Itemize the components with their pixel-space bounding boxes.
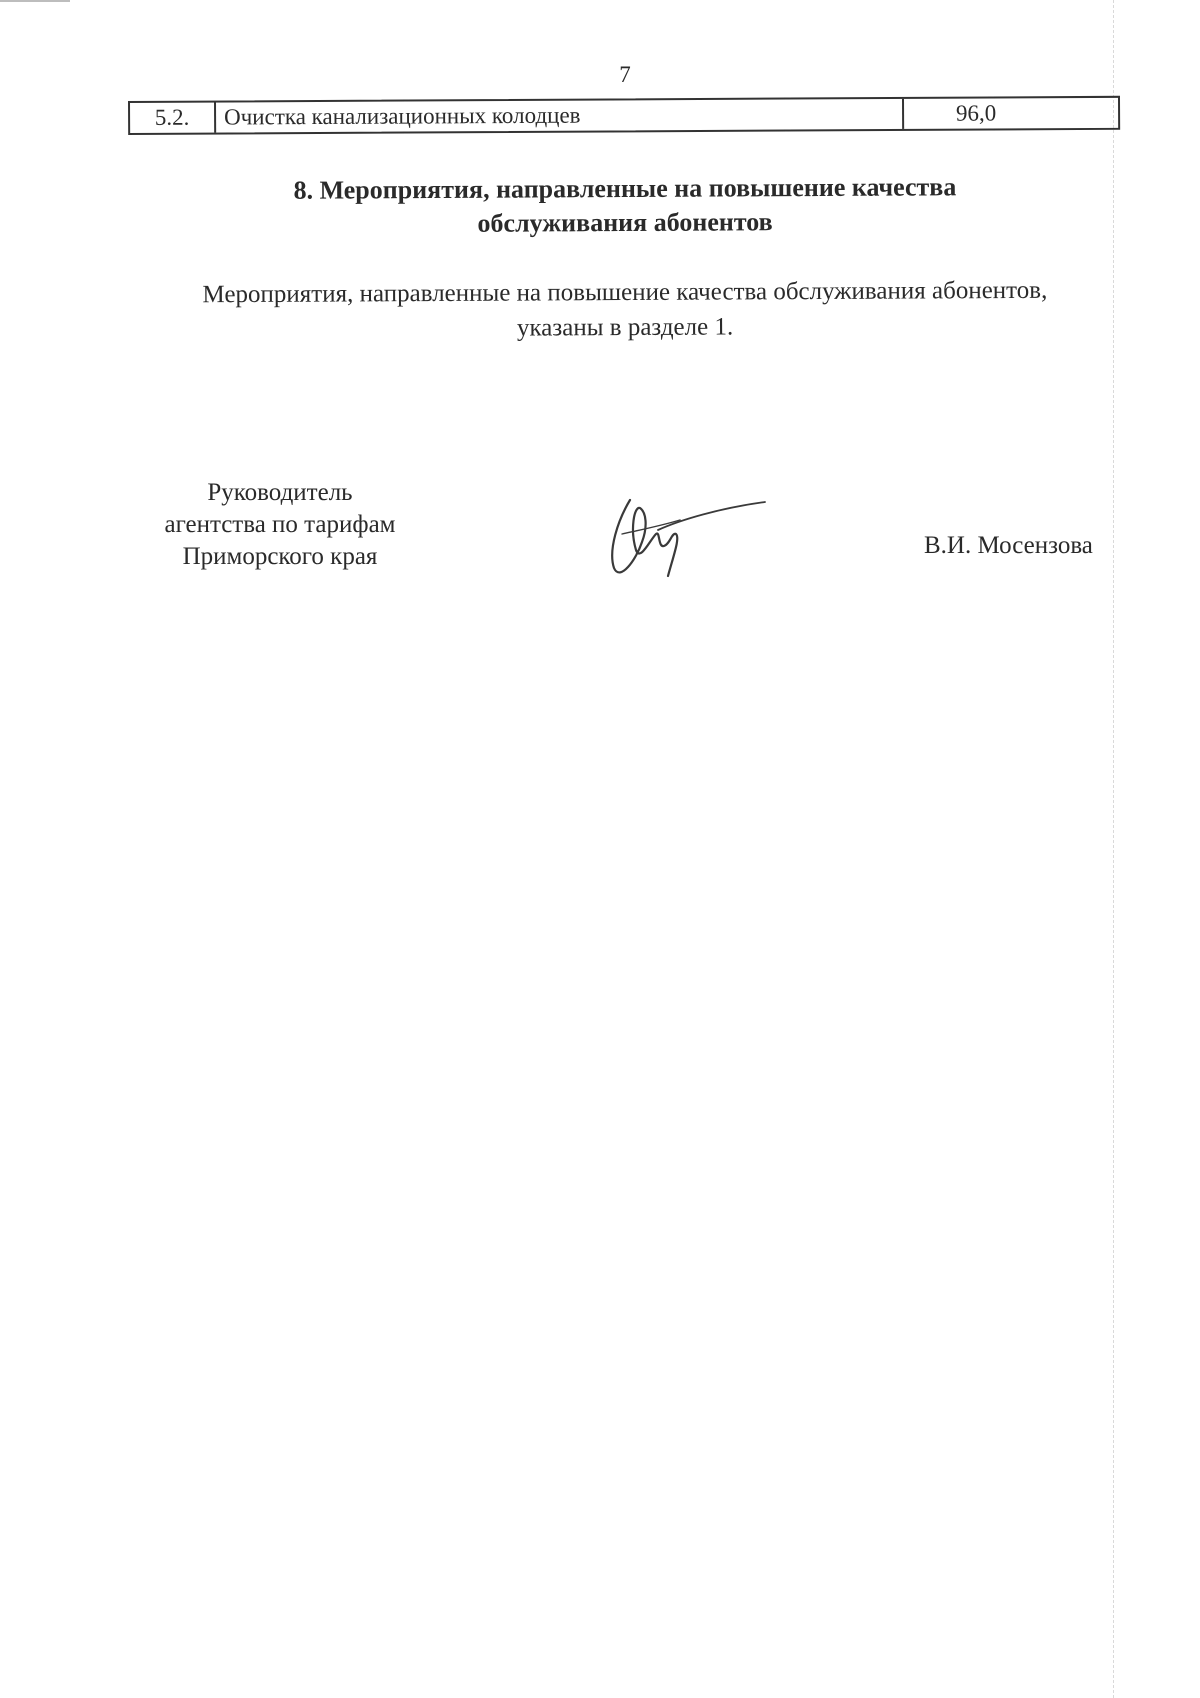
row-name-cell: Очистка канализационных колодцев <box>216 99 904 133</box>
signer-title <box>120 477 440 573</box>
body-paragraph-line2: указаны в разделе 1. <box>516 313 734 342</box>
section-heading-line2: обслуживания абонентов <box>477 207 773 238</box>
signer-title-line1: Руководитель <box>207 479 353 506</box>
section-heading <box>150 170 1100 243</box>
table-row <box>128 96 1120 135</box>
section-heading-line1: 8. Мероприятия, направленные на повышение качества <box>293 172 957 205</box>
body-paragraph-line1: Мероприятия, направленные на повышение качества обслуживания абонентов, <box>202 276 1048 309</box>
signer-title-line2: агентства по тарифам <box>164 511 396 538</box>
scan-corner-mark <box>0 0 70 2</box>
scan-edge-line <box>1113 0 1114 1698</box>
signer-name: В.И. Мосензова <box>924 532 1093 559</box>
row-value-cell: 96,0 <box>955 100 997 126</box>
handwritten-signature <box>600 490 770 590</box>
row-number-cell: 5.2. <box>130 103 216 133</box>
body-paragraph <box>130 272 1120 347</box>
signer-title-line3: Приморского края <box>182 543 378 570</box>
page-number: 7 <box>619 62 631 87</box>
